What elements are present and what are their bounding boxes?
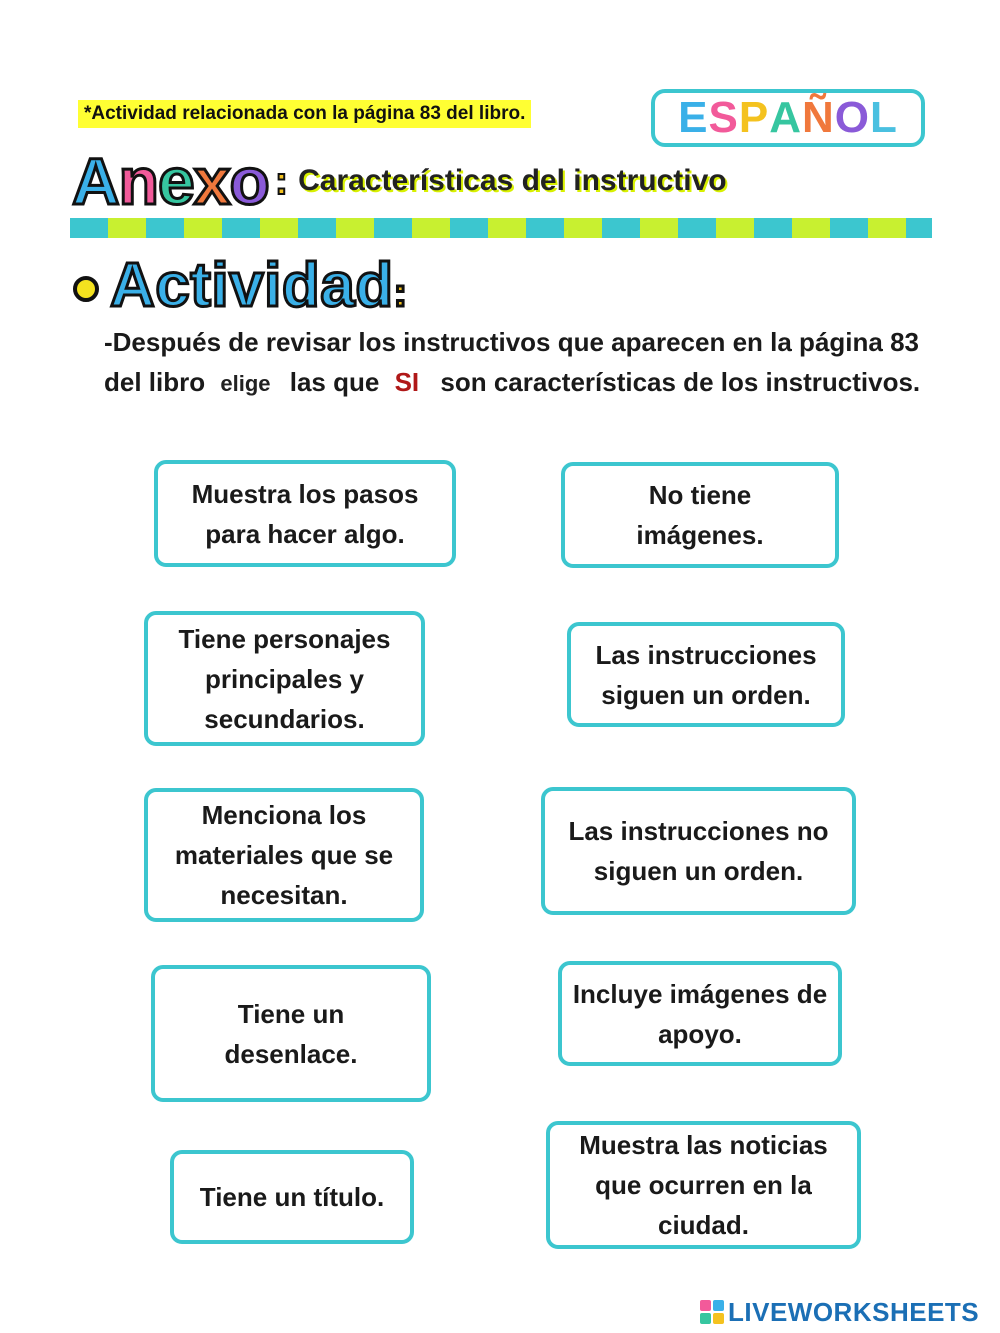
activity-title: Actividad [110,251,394,320]
subject-letter: A [769,93,802,142]
subject-letter: S [708,93,739,142]
option-box[interactable]: Las instrucciones no siguen un orden. [541,787,856,915]
subject-badge [651,89,925,147]
annex-letter: x [193,144,230,218]
subject-letter: P [738,93,770,142]
option-box[interactable]: Muestra los pasos para hacer algo. [154,460,456,567]
option-box[interactable]: No tiene imágenes. [561,462,839,568]
instructions-part2: las que [289,367,380,397]
instructions-elige: elige [220,371,271,396]
instructions-text [104,322,934,404]
option-box[interactable]: Las instrucciones siguen un orden. [567,622,845,727]
instructions-si: SI [394,367,420,397]
subject-letter: Ñ [801,93,835,142]
subject-letter: E [678,93,709,142]
activity-heading [110,250,407,329]
subject-letter: L [869,93,898,142]
option-box[interactable]: Incluye imágenes de apoyo. [558,961,842,1066]
option-box[interactable]: Tiene un desenlace. [151,965,431,1102]
bullet-dot-icon [73,276,99,302]
decorative-stripe [70,218,932,238]
annex-letter: n [118,144,158,218]
activity-colon: : [393,271,408,315]
footer-brand[interactable] [700,1296,979,1328]
liveworksheets-logo-icon [700,1300,724,1324]
activity-note: *Actividad relacionada con la página 83 del libro. [78,100,531,128]
option-box[interactable]: Tiene personajes principales y secundarios. [144,611,425,746]
instructions-part3: son características de los instructivos. [440,367,921,397]
annex-letter: o [229,144,269,218]
option-box[interactable]: Muestra las noticias que ocurren en la ciudad. [546,1121,861,1249]
subject-letter: O [834,93,870,142]
instructions-part1: -Después de revisar los instructivos que aparecen en la página 83 del libro [104,327,919,397]
annex-word [72,144,269,218]
annex-letter: A [72,144,119,218]
annex-heading [72,145,727,217]
footer-brand-text: LIVEWORKSHEETS [728,1296,980,1327]
option-box[interactable]: Tiene un título. [170,1150,414,1244]
annex-letter: e [158,144,194,218]
annex-colon: : [274,158,289,203]
option-box[interactable]: Menciona los materiales que se necesitan. [144,788,424,922]
annex-subtitle: Características del instructivo [298,164,727,197]
